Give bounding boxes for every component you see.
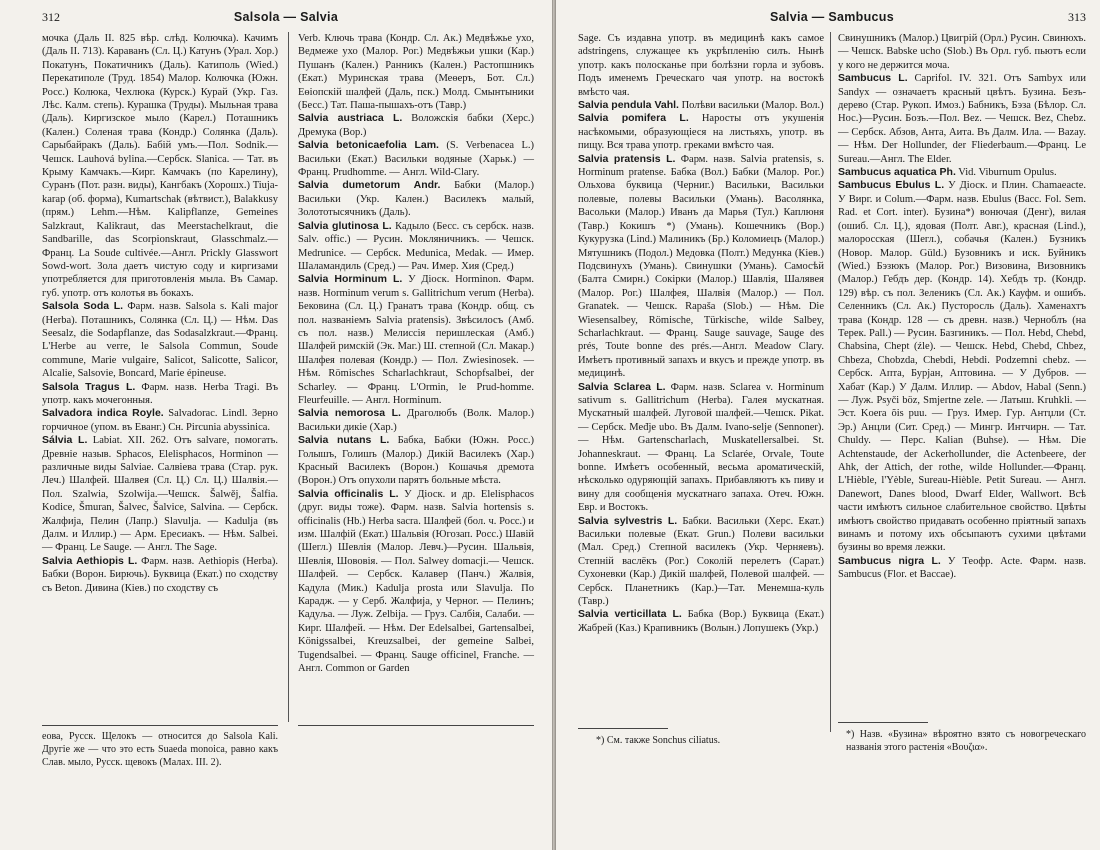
entry-headword: Sambucus nigra L. — [838, 554, 941, 567]
entry-text: Кадыло (Бесс. съ сербск. назв. Salv. offic.) — Русин. Мокляничникъ. — Чешск. Medrunice. — Сербск. Medunica, Medak. — Имер. Шаламандиль (Сред.) — Рач. Имер. Хия (Сред.) — [298, 220, 534, 272]
entry-headword: Sálvia L. — [42, 434, 88, 447]
footnote-rule-right-d — [838, 722, 928, 723]
entry-text: Наросты отъ укушенія насѣкомыми, образующіеся на листьяхъ, употр. въ пищу. Вся трава употр. греками вмѣсто чая. — [578, 113, 824, 152]
entry — [298, 434, 534, 488]
running-head-title-left: Salsola — Salvia — [233, 10, 339, 24]
entry-text: Caprifol. IV. 321. Отъ Sambyx или Sandyx — означаетъ красный цвѣтъ. Бузина. Безъ-дерево (Стар. Рукоп. Имоз.) Бабникъ, Бэза (Бѣлор. Сл. Нос.)—Русин. Бозъ.—Пол. Bez. — Чешск. Bez, Chebz. — Сербск. Абзов, Анта, Аита. Въ Далм. Ила. — Bazay. — Нѣм. Der Hollunder, der Fliederbaum.—Франц. Le Sureau.—Англ. The Elder. — [838, 73, 1086, 165]
column-divider-left — [288, 32, 289, 722]
entry-headword: Salvia sylvestris L. — [578, 514, 678, 527]
footnote-rule-right-c — [578, 728, 668, 729]
entry — [298, 488, 534, 676]
entry — [578, 112, 824, 152]
entry — [42, 407, 278, 434]
entry-headword: Salvia pomifera L. — [578, 112, 689, 125]
entry-headword: Salvia glutinosa L. — [298, 219, 392, 232]
page-number-left: 312 — [42, 10, 60, 24]
entry — [838, 555, 1086, 582]
entry-headword: Salvia Horminum L. — [298, 273, 403, 286]
entry-text: Свинушникъ (Малор.) Цвигрій (Орл.) Русин. Свинюхъ. — Чешск. Babske ucho (Slob.) Въ Орл. губ. пьютъ если у кого не держится моча. — [838, 33, 1086, 71]
entry-text: Воложскія бабки (Херс.) Дремука (Вор.) — [298, 113, 534, 138]
entry — [298, 220, 534, 274]
entry-text: У Діоск. Horminon. Фарм. назв. Horminum verum s. Gallitrichum verum (Herba). Бековина (Сл. Ц.) Гранатъ трава (Кондр. общ. съ пол. названіемъ Salvia pratensis). Звѣсилосъ (Амб. съ пол. назв.) Мелиссія перишлеская (Амб.) Шалфей римскій (Эк. Маг.) Ш. степной (Сл. Макар.) Шалфея полевая (Кондр.) — Пол. Zwiesinosek. — Нѣм. Römisches Scharlachkraut, Schopfsalbei, der Scharley. — Франц. L'Ormin, le Prud-homme. Fleurfeuille. — Англ. Horminum. — [298, 274, 534, 406]
footnote-left-a: еова, Русск. Щелокъ — относится до Salsola Kali. Другіе же — что это есть Suaeda monoica, равно какъ Слав. мыло, Русск. щевокъ (Малах. III. 2). — [42, 731, 278, 768]
entry — [578, 32, 824, 99]
entry-text: У Теофр. Actе. Фарм. назв. Sambucus (Flor. et Baccae). — [838, 555, 1087, 581]
entry-headword: Salvia pendula Vahl. — [578, 99, 679, 112]
entry-text: Фарм. назв. Salsola s. Kali major (Herba). Поташникъ, Солянка (Сл. Ц.) — Нѣм. Das Seesalz, die Sodapflanze, das Sodasalzkraut.—Франц. L'Herbe au verre, le Salsola Commun, Soude commune, Marie vulgaire, Salicot, Salicotte, Salicor, Alcalie, Salsovie, Boncard, Marie épineuse. — [42, 301, 278, 380]
entry — [578, 381, 824, 515]
entry-text: Фарм. назв. Sclarea v. Horminum sativum s. Gallitrichum (Herba). Галея мускатная. Мускатный шалфей. Луговой шалфей.—Чешск. Pikat. — Сербск. Međje ubo. Въ Далм. Ivano-selje (Sennoner). — Нѣм. Gartenscharlach, Muskatellersalbei. St. Johanneskraut. — Франц. La Sclarée, Orvale, Toute bonne. Имѣетъ особенный, весьма ароматическій, нѣсколько одуряющій запахъ. Прибавляютъ къ пиву и вину для сообщенія мускатнаго запаха. Отеч. Южн. Евр. и Востокъ. — [578, 381, 825, 514]
entry-headword: Salvadora indica Royle. — [42, 407, 164, 420]
entry — [298, 273, 534, 407]
entry-text: Labiat. XII. 262. Отъ salvare, помогать. Древніе назыв. Sphacos, Elelisphacos, Horminon — различные виды Salviae. Салвіева трава (Стар. рук. Леч.) Шалфей. Шалвея (Сл. Ц.) Сл. Ц.) Шалвія.—Пол. Szalwia, Szolwija.—Чешск. Šalwěj, Šalfia. Kodice, Šmuran, Šalvec, Šalvice, Salvina. — Сербск. Жалфија, Пелин (Лапр.) Slavulja. — Kadulja (въ Далм. и Иллир.) — Арм. Ересиакъ. — Нѣм. Salbei. — Франц. Le Sauge. — Англ. The Sage. — [42, 435, 278, 554]
left-column-2 — [298, 32, 534, 676]
entry — [838, 72, 1086, 166]
entry-headword: Salvia austriaca L. — [298, 112, 403, 125]
entry-headword: Salsola Tragus L. — [42, 380, 136, 393]
running-head-title-right: Salvia — Sambucus — [770, 10, 894, 24]
entry-headword: Salvia officinalis L. — [298, 487, 399, 500]
entry-text: Бабки (Малор.) Васильки (Укр. Кален.) Василекъ малый, Золототысячникъ (Даль). — [298, 180, 534, 219]
entry-text: Бабки. Васильки (Херс. Екат.) Васильки полевые (Екат. Grun.) Полеви васильки (Мал. Сред.) Степной василекъ (Укр. Черняевъ). Степній васлёкъ (Рог.) Соколій перелетъ (Сарат.) Сухоневки (Кар.) Дикій шалфей, Полевой шалфей. — Сербск. Планетникъ (Кар.)—Тат. Менемша-куль (Тавр.) — [578, 515, 824, 608]
entry-text: Бабка, Бабки (Южн. Росс.) Голышъ, Голишъ (Малор.) Дикій Василекъ (Хар.) Красный Василекъ (Ворон.) Кошачья дремота (Ворон.) Отъ опухоли парятъ больные мѣста. — [298, 435, 534, 487]
entry — [298, 407, 534, 434]
entry-headword: Salvia dumetorum Andr. — [298, 179, 441, 192]
entry-text: Полѣви васильки (Малор. Вол.) — [678, 100, 824, 112]
entry-text: Sage. Съ издавна употр. въ медицинѣ какъ самое adstringens, служащее къ укрѣпленію силъ. Нынѣ употр. какъ полосканье при болѣзни горла и зубовъ. Подъ именемъ Греческаго чая употр. на востокѣ вмѣсто чая. — [578, 33, 824, 98]
entry-headword: Sambucus Ebulus L. — [838, 179, 945, 192]
entry — [838, 32, 1086, 72]
entry — [42, 32, 278, 300]
entry — [578, 153, 824, 381]
entry-text: Фарм. назв. Salvia pratensis, s. Horminum pratense. Бабка (Вол.) Бабки (Малор. Рог.) Ольхова буквица (Черниг.) Васильки, Васильки полевые, полевы Васильки (Умань). Васолянка, Васольки (Малор.) Иванъ да Марья (Тул.) Каплюня (Тавр.) Кокишъ *) (Умань). Кошечникъ (Вор.) Кукурузка (Lind.) Малиникъ (Бр.) Коломиецъ (Малор.) Мятушникъ (Подол.) Медовка (Полт.) Медунка (Кіев.) Подсвинухъ (Умань). Свинушки (Умань). Самосѣй (Балта Смирн.) Сокірки (Малор.) Шавлія, Шалявея (Малор. Рог.) Шалфея, Шалвія (Малор.) — Пол. Granatek. — Чешск. Rapaša (Slob.) — Нѣм. Die Wiesensalbey, Römische, Türkische, wilde Salbey, Scharlachkraut. — Франц. Sauge sauvage, Sauge des prés, Toute bonne des prés.—Англ. Meadow Clary. Имѣетъ противный запахъ и вкусъ и прежде употр. въ медицинѣ. — [578, 153, 824, 380]
entry-text: мочка (Даль II. 825 вѣр. слѣд. Колючка). Качимъ (Даль II. 713). Караванъ (Сл. Ц.) Катунъ (Урал. Хор.) Покатунъ, Покатичникъ (Даль). Катиполь (Wied.) Перекатиполе (Труд. 1854) Малор. Колючка (Южн. Росс.) Колюка, Чехлюка (Курск.) Курай (Укр. Газ. Лѣс. Калм. степь). Курашка (Труды). Мыльная трава (Даль). Киргизское мыло (Карел.) Поташникъ (Кален.) Соленая трава (Кондр.) Солянка (Даль). Сарыбайракъ (Даль). Бабій умъ.—Пол. Sodnik.—Чешск. Lauhová bylina.—Сербск. Slanica. — Тат. въ Крыму Камчакъ.—Кирг. Камчакъ (по Карелину), Суранъ (Пот. разн. виды), Кангбакъ (Хорошх.) Tiuja-karар (об. форма), Kumartschak (вѣтвист.), Balakkusy (прям.) Lehm.—Нѣм. Kalipflanze, Gemeines Salzkraut, Kalikraut, das Meerstachelkraut, die Sandbarille, das Scorpionskraut, Glasschmalz.—Франц. La Soude cultivée.—Англ. Prickly Glasswort Sowd-wort. Зола даетъ чистую соду и киргизами употребляется для приготовленія мыла. Въ Самар. губ. употр. отъ колотья въ бокахъ. — [42, 33, 278, 299]
entry-headword: Salvia betonicaefolia Lam. — [298, 139, 439, 152]
right-page — [556, 0, 1100, 850]
entry — [298, 32, 534, 112]
entry — [298, 179, 534, 219]
entry — [578, 99, 824, 112]
entry-headword: Salvia Aethiopis L. — [42, 554, 138, 567]
left-column-1 — [42, 32, 278, 595]
entry-text: Фарм. назв. Herba Tragi. Въ употр. какъ мочегонныя. — [42, 381, 278, 406]
entry-headword: Salvia Sclarea L. — [578, 380, 666, 393]
entry — [578, 608, 824, 635]
entry-headword: Salvia verticillata L. — [578, 608, 682, 621]
page-number-right: 313 — [1068, 10, 1086, 24]
entry-text: (S. Verbenacea L.) Васильки (Екат.) Васильки водяные (Харьк.) — Франц. Prudhomme. — Англ. Wild-Clary. — [298, 140, 534, 179]
entry-text: У Діоск. и др. Elelisphacos (друг. виды тоже). Фарм. назв. Salvia hortensis s. officinalis (Hb.) Herba sacra. Шалфей (бол. ч. Росс.) и изм. Шалфій (Екат.) Шальвія (Югозап. Росс.) Шавій (Шегл.) Шевлія (Малор. Левч.)—Русин. Шальвія, Шевлія, Шововія. — Пол. Salwey domacji.— Чешск. Шалфей. — Сербск. Калавер (Панч.) Жалвія, Кадула (Мик.) Kadulja prosta или Slavulja. По Карадж. — у Серб. Жалфија, у Черног. — Пелинъ; Кадуља. — Луж. Zelbija. — Груз. Салбія, Салаби. — Кирг. Шалфей. — Нѣм. Der Edelsalbei, Gartensalbei, Königssalbei, Kreuzsalbei, der gemeine Salbei, Tugendsalbei. — Франц. Sauge officinel, Franche. — Англ. Common or Garden — [298, 488, 535, 675]
entry — [298, 112, 534, 139]
entry — [838, 179, 1086, 554]
entry-text: Vid. Viburnum Opulus. — [955, 167, 1057, 179]
column-divider-right — [830, 32, 831, 732]
entry — [298, 139, 534, 179]
footnote-rule-left-b — [298, 725, 534, 726]
entry — [42, 300, 278, 380]
left-running-head — [42, 10, 530, 28]
entry-headword: Sambucus aquatica Ph. — [838, 166, 956, 179]
entry-text: Verb. Ключь трава (Кондр. Сл. Ак.) Медвѣжье ухо, Ведмеже ухо (Малор. Рог.) Медвѣжьи ушки (Кар.) Пушанъ (Кален.) Ранникъ (Кален.) Растопшникъ (Екат.) Муринская трава (Меѳеръ, Бот. Сл.) Еѳіопскій шалфей (Даль, пск.) Молд. Смынтыники (Бесс.) Тат. Паша-пышахъ-отъ (Тавр.) — [298, 33, 534, 112]
entry-text: Драголюбъ (Волк. Малор.) Васильки дикіе (Хар.) — [298, 408, 534, 433]
entry-headword: Salvia nutans L. — [298, 434, 390, 447]
entry-text: Бабка (Вор.) Буквица (Екат.) Жабрей (Каз.) Крапивникъ (Волын.) Лопушекъ (Укр.) — [578, 609, 824, 634]
entry-text: У Діоск. и Плин. Chamaeacte. У Вирг. и Colum.—Фарм. назв. Ebulus (Bacc. Fol. Sem. Rad. et Cort. inter). Бузина*) вонючая (Денг), вилая (ошиб. Сл. Ц.), ядовая (Полт. Авг.), красная (Lind.), малоросская (Шегл.), собачья (Кален.) Бузникъ (Новор. Малор. Güld.) Бузовникъ и иск. Буйникъ (Wied.) Бэзюкъ (Малор. Рог.) Визовина, Визовникъ (Малор.) Гебдъ дер. (Кондр. 14). Хебдъ тр. (Кондр. 129) вѣр. съ пол. Зеленикъ (Сл. Ак.) Кауфм. и ошибъ. Селенникъ (Сл. Ак.) Пусторосль (Даль). Хаменахтъ трава (Кондр. 128 — съ древн. назв.) Черноблъ (на Терек. Pall.) — Русин. Базгиникъ. — Пол. Hebd, Chebd, Chabsina, Chept (źle). — Чешск. Hebd, Chebd, Chbez, Chbeza, Chobzda, Chebdi, Hebdi. Podzemni chebz. — Сербск. Апта, Бурjан, Аптовина. — У Дубров. — Хабат (Кар.) У Далм. Иллир. — Abdov, Habal (Senn.) — Луж. Psyči böz, Smjertne zele. — Латыш. Kruhkli. — Эст. Koera õis puu. — Груз. Имер. Гур. Антџли (Ст. Эр.) Анцли (Сит. Сред.) — Мингр. Интчирн. — Тат. Chuldy. — Перс. Kalian (Buhse). — Нѣм. Die Achtenstaude, der Ackerhollunder, die Actenbeere, der Ahk, der Attich, der rothe, wilde Hollunder.—Франц. L'Hièble, l'Yèble, Sureau-Hièble. Petit Sureau. — Англ. Danewort, Danes blood, Dwarf Elder, Wallwort. Всѣ части имѣютъ сильное слабительное свойство. Цвѣты имѣютъ свойство придавать особенно пріятный запахъ винамъ и потому ихъ обсыпаютъ сухими цвѣтами бузины во время лежки. — [838, 180, 1086, 554]
entry-text: Фарм. назв. Aethiopis (Herba). Бабки (Ворон. Бирючь). Буквица (Екат.) по сходству съ Beton. Дивина (Кіев.) по сходству съ — [42, 555, 278, 594]
footnote-rule-left-a — [42, 725, 278, 726]
entry — [838, 166, 1086, 179]
entry-headword: Salsola Soda L. — [42, 300, 124, 313]
entry — [42, 555, 278, 595]
entry-headword: Salvia pratensis L. — [578, 152, 676, 165]
right-column-1 — [578, 32, 824, 635]
entry-headword: Sambucus L. — [838, 72, 908, 85]
right-running-head — [578, 10, 1086, 28]
right-column-2 — [838, 32, 1086, 582]
entry-headword: Salvia nemorosa L. — [298, 407, 401, 420]
footnote-right-c: *) См. также Sonchus ciliatus. — [596, 735, 721, 746]
entry — [42, 434, 278, 555]
entry-text: Salvadorac. Lindl. Зерно горчичное (упом. въ Еванг.) Сн. Pircunia abyssinica. — [42, 408, 278, 433]
footnote-right-d: *) Назв. «Бузина» вѣроятно взято съ новогреческаго названія этого растенія «Βουζια». — [846, 729, 1086, 753]
entry — [42, 381, 278, 408]
entry — [578, 515, 824, 609]
